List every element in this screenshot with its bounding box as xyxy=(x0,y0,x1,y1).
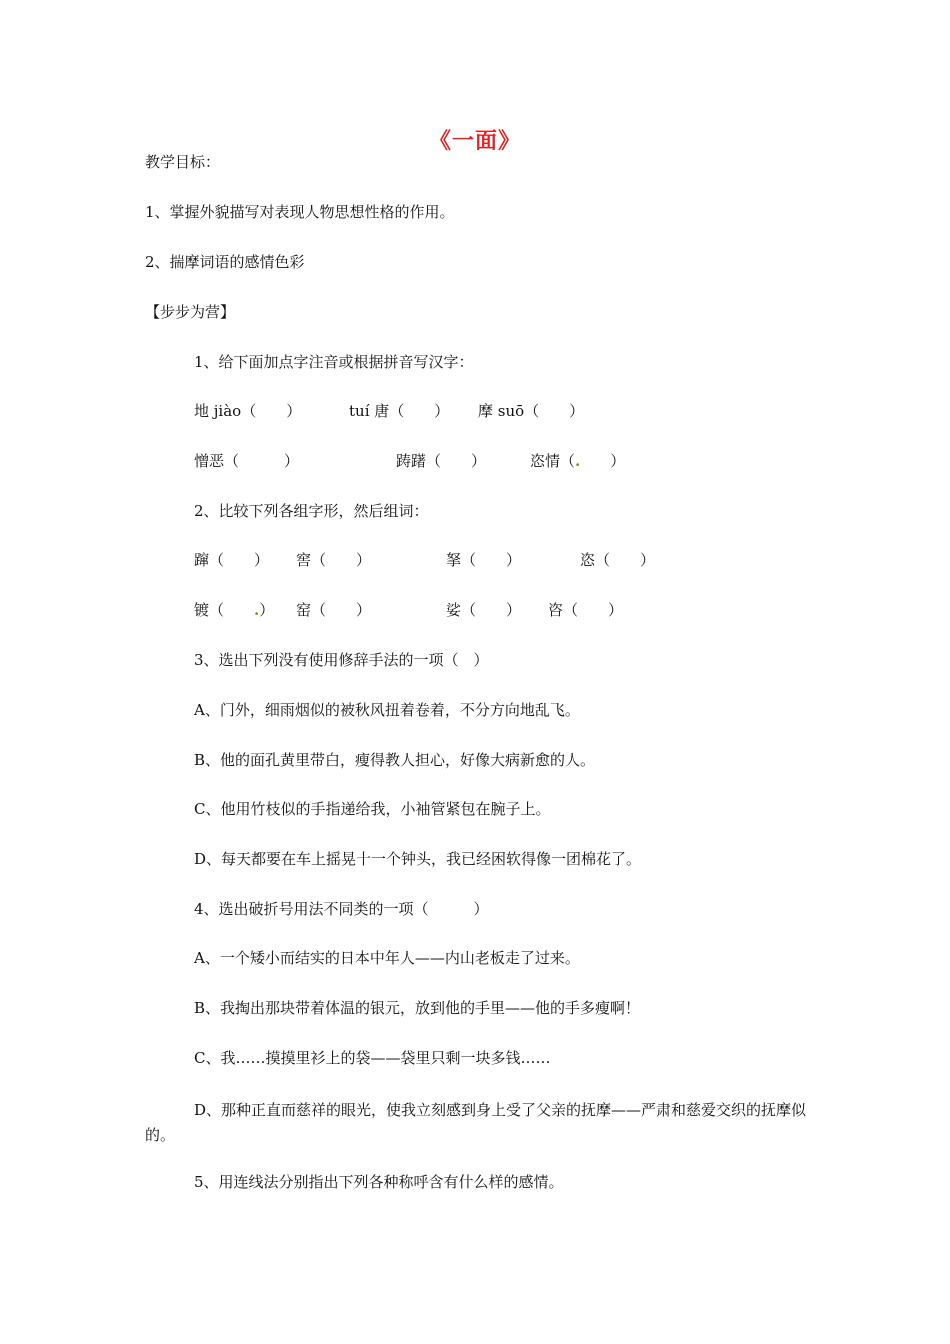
emphasis-dot: . xyxy=(575,452,581,470)
question-2-prompt: 2、比较下列各组字形，然后组词： xyxy=(194,502,429,520)
emphasis-dot: . xyxy=(254,601,260,619)
q1-row1-item-1: 地 jiào（ ） xyxy=(194,402,302,420)
q3-option-d: D、每天都要在车上摇晃十一个钟头，我已经困软得像一团棉花了。 xyxy=(194,850,642,868)
q1-row2-item-1: 憎恶（ ） xyxy=(194,452,300,470)
q2-row2-item-4: 咨（ ） xyxy=(548,601,624,619)
question-1-prompt: 1、给下面加点字注音或根据拼音写汉字： xyxy=(194,353,474,371)
q1-row2-item-2: 踌躇（ ） xyxy=(396,452,487,470)
q2-row1-item-4: 恣（ ） xyxy=(580,551,656,569)
section-heading: 【步步为营】 xyxy=(145,303,236,321)
q2-row1-item-2: 窖（ ） xyxy=(296,551,372,569)
document-title: 《一面》 xyxy=(428,129,521,154)
q3-option-b: B、他的面孔黄里带白，瘦得教人担心，好像大病新愈的人。 xyxy=(194,751,596,769)
objective-1: 1、掌握外貌描写对表现人物思想性格的作用。 xyxy=(145,203,455,221)
q4-option-d: D、那种正直而慈祥的眼光，使我立刻感到身上受了父亲的抚摩——严肃和慈爱交织的抚摩似的。 xyxy=(145,1101,807,1144)
q4-option-b: B、我掏出那块带着体温的银元，放到他的手里——他的手多瘦啊！ xyxy=(194,999,641,1017)
q4-option-a: A、一个矮小而结实的日本中年人——内山老板走了过来。 xyxy=(194,949,580,967)
q1-row2-item-3: 恣情（. ） xyxy=(530,452,626,470)
q3-option-c: C、他用竹枝似的手指递给我，小袖管紧包在腕子上。 xyxy=(194,800,551,818)
q4-option-c: C、我……摸摸里衫上的袋——袋里只剩一块多钱…… xyxy=(194,1049,551,1067)
objective-2: 2、揣摩词语的感情色彩 xyxy=(145,253,305,271)
objectives-heading: 教学目标： xyxy=(145,153,221,171)
q2-row2-item-1: 镀（ .） xyxy=(194,601,275,619)
q2-row1-item-3: 拏（ ） xyxy=(446,551,522,569)
q1-row1-item-3: 摩 suō（ ） xyxy=(478,402,585,420)
q2-row2-item-3: 娑（ ） xyxy=(446,601,522,619)
q1-row1-item-2: tuí 唐（ ） xyxy=(349,402,450,420)
q2-row2-item-2: 窑（ ） xyxy=(296,601,372,619)
question-4-prompt: 4、选出破折号用法不同类的一项（ ） xyxy=(194,900,489,918)
q2-row1-item-1: 蹿（ ） xyxy=(194,551,270,569)
q3-option-a: A、门外，细雨烟似的被秋风扭着卷着，不分方向地乱飞。 xyxy=(194,701,580,719)
question-5-prompt: 5、用连线法分别指出下列各种称呼含有什么样的感情。 xyxy=(194,1173,564,1191)
question-3-prompt: 3、选出下列没有使用修辞手法的一项（ ） xyxy=(194,651,489,669)
